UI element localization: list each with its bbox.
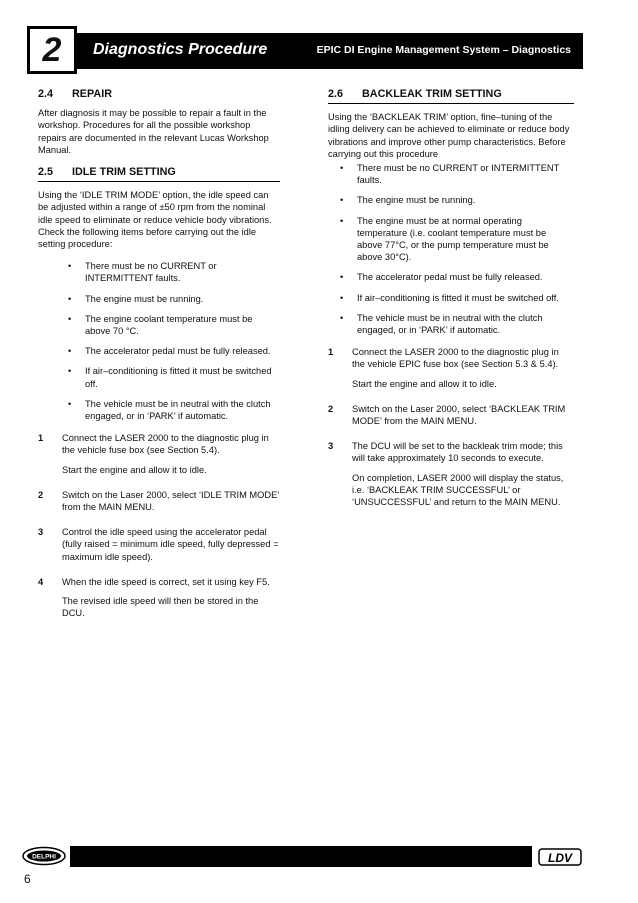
procedure-step (328, 346, 574, 397)
backleak-trim-checklist (328, 162, 574, 336)
bullet-icon: • (68, 261, 72, 272)
checklist-item (340, 215, 574, 264)
step-text: Start the engine and allow it to idle. (352, 378, 497, 389)
step-number: 2 (38, 489, 44, 500)
delphi-logo-icon (22, 846, 66, 866)
checklist-item (68, 260, 280, 284)
section-title: IDLE TRIM SETTING (72, 166, 176, 179)
section-number: 2.5 (38, 166, 54, 179)
step-text: Start the engine and allow it to idle. (62, 464, 207, 475)
idle-trim-checklist (38, 260, 280, 422)
checklist-item (68, 345, 280, 357)
checklist-item-text: The vehicle must be in neutral with the clutch engaged, or in ‘PARK’ if automatic. (357, 312, 543, 336)
section-heading-idle-trim (38, 166, 280, 182)
ldv-logo (538, 848, 582, 866)
delphi-logo (22, 846, 66, 866)
section-heading-backleak-trim (328, 88, 574, 104)
procedure-step (328, 403, 574, 434)
left-column (38, 88, 280, 633)
bullet-icon: • (68, 293, 72, 304)
idle-trim-intro: Using the ‘IDLE TRIM MODE’ option, the idle speed can be adjusted within a range of ±50 rpm from the nominal idle speed to eliminate or reduce vehicle body vibrations. Check the following items before carrying out the idle setting procedure: (38, 190, 272, 250)
backleak-trim-steps (328, 346, 574, 515)
step-number: 1 (38, 433, 44, 444)
step-body (62, 576, 280, 627)
chapter-number-box (27, 26, 77, 74)
section-title: REPAIR (72, 88, 112, 100)
step-body (62, 526, 280, 570)
step-body (62, 489, 280, 520)
procedure-step (328, 440, 574, 515)
bullet-icon: • (68, 398, 72, 409)
header-title: Diagnostics Procedure (93, 41, 268, 58)
step-text: Switch on the Laser 2000, select ‘BACKLEAK TRIM MODE’ from the MAIN MENU. (352, 403, 566, 427)
bullet-icon: • (68, 313, 72, 324)
step-body (62, 432, 280, 483)
footer-bar (70, 846, 532, 867)
step-text: When the idle speed is correct, set it using key F5. (62, 576, 270, 587)
step-number: 4 (38, 576, 44, 587)
checklist-item (68, 293, 280, 305)
page-header (27, 26, 583, 76)
step-text: Switch on the Laser 2000, select ‘IDLE TRIM MODE’ from the MAIN MENU. (62, 489, 280, 513)
bullet-icon: • (68, 366, 72, 377)
checklist-item-text: The accelerator pedal must be fully released. (357, 272, 543, 283)
step-number: 1 (328, 347, 334, 358)
step-body (352, 440, 574, 515)
step-body (352, 346, 574, 397)
step-number: 2 (328, 403, 334, 414)
bullet-icon: • (340, 215, 344, 226)
checklist-item (68, 398, 280, 422)
chapter-number: 2 (42, 30, 62, 69)
checklist-item (68, 365, 280, 389)
page-number: 6 (24, 872, 31, 886)
checklist-item-text: If air–conditioning is fitted it must be switched off. (357, 292, 559, 303)
step-text: Control the idle speed using the accelerator pedal (fully raised = minimum idle speed, fully depressed = maximum idle speed). (62, 527, 279, 562)
bullet-icon: • (340, 312, 344, 323)
section-number: 2.6 (328, 88, 344, 100)
checklist-item-text: There must be no CURRENT or INTERMITTENT faults. (357, 163, 560, 186)
bullet-icon: • (68, 346, 72, 357)
ldv-logo-icon (538, 848, 582, 866)
bullet-icon: • (340, 292, 344, 303)
section-number: 2.4 (38, 88, 54, 100)
backleak-trim-intro: Using the ‘BACKLEAK TRIM’ option, fine–tuning of the idling delivery can be achieved to eliminate or reduce body vibrations and improve other pump characteristics. Before carrying out this procedure (328, 112, 570, 159)
bullet-icon: • (340, 195, 344, 206)
checklist-item-text: The accelerator pedal must be fully released. (85, 346, 271, 357)
checklist-item-text: There must be no CURRENT or INTERMITTENT faults. (85, 261, 217, 284)
header-subtitle: EPIC DI Engine Management System – Diagnostics (316, 44, 571, 56)
step-text: Connect the LASER 2000 to the diagnostic plug in the vehicle fuse box (see Section 5.4). (62, 433, 269, 456)
checklist-item (340, 271, 574, 283)
checklist-item (340, 312, 574, 336)
step-body (352, 403, 574, 434)
procedure-step (38, 526, 280, 570)
step-number: 3 (328, 441, 334, 452)
checklist-item (68, 313, 280, 337)
checklist-item-text: The engine must be at normal operating temperature (i.e. coolant temperature must be above 77°C, or the pump temperature must be above 30°C). (357, 215, 549, 263)
procedure-step (38, 489, 280, 520)
right-column (328, 88, 574, 521)
step-text: The DCU will be set to the backleak trim mode; this will take approximately 10 seconds to execute. (352, 441, 563, 464)
checklist-item (340, 194, 574, 206)
checklist-item-text: The engine must be running. (357, 195, 476, 206)
svg-text:LDV: LDV (548, 851, 572, 865)
svg-text:DELPHI: DELPHI (32, 853, 56, 861)
checklist-item (340, 292, 574, 304)
checklist-item (340, 162, 574, 186)
section-title: BACKLEAK TRIM SETTING (362, 88, 502, 100)
checklist-item-text: The engine coolant temperature must be above 70 °C. (85, 313, 253, 337)
bullet-icon: • (340, 272, 344, 283)
step-text: Connect the LASER 2000 to the diagnostic plug in the vehicle EPIC fuse box (see Section 5.3 & 5.4). (352, 347, 559, 370)
repair-body: After diagnosis it may be possible to repair a fault in the workshop. Procedures for all the possible workshop repairs are documented in the relevant Lucas Workshop Manual. (38, 108, 269, 155)
step-number: 3 (38, 527, 44, 538)
section-heading-repair (38, 88, 280, 100)
step-text: The revised idle speed will then be stored in the DCU. (62, 596, 259, 619)
checklist-item-text: If air–conditioning is fitted it must be switched off. (85, 366, 272, 389)
step-text: On completion, LASER 2000 will display the status, i.e. ‘BACKLEAK TRIM SUCCESSFUL’ or ‘UNSUCCESSFUL’ and return to the MAIN MENU. (352, 472, 564, 508)
checklist-item-text: The engine must be running. (85, 293, 204, 304)
procedure-step (38, 432, 280, 483)
idle-trim-steps (38, 432, 280, 626)
bullet-icon: • (340, 163, 344, 174)
checklist-item-text: The vehicle must be in neutral with the clutch engaged, or in ‘PARK’ if automatic. (85, 398, 271, 422)
procedure-step (38, 576, 280, 627)
